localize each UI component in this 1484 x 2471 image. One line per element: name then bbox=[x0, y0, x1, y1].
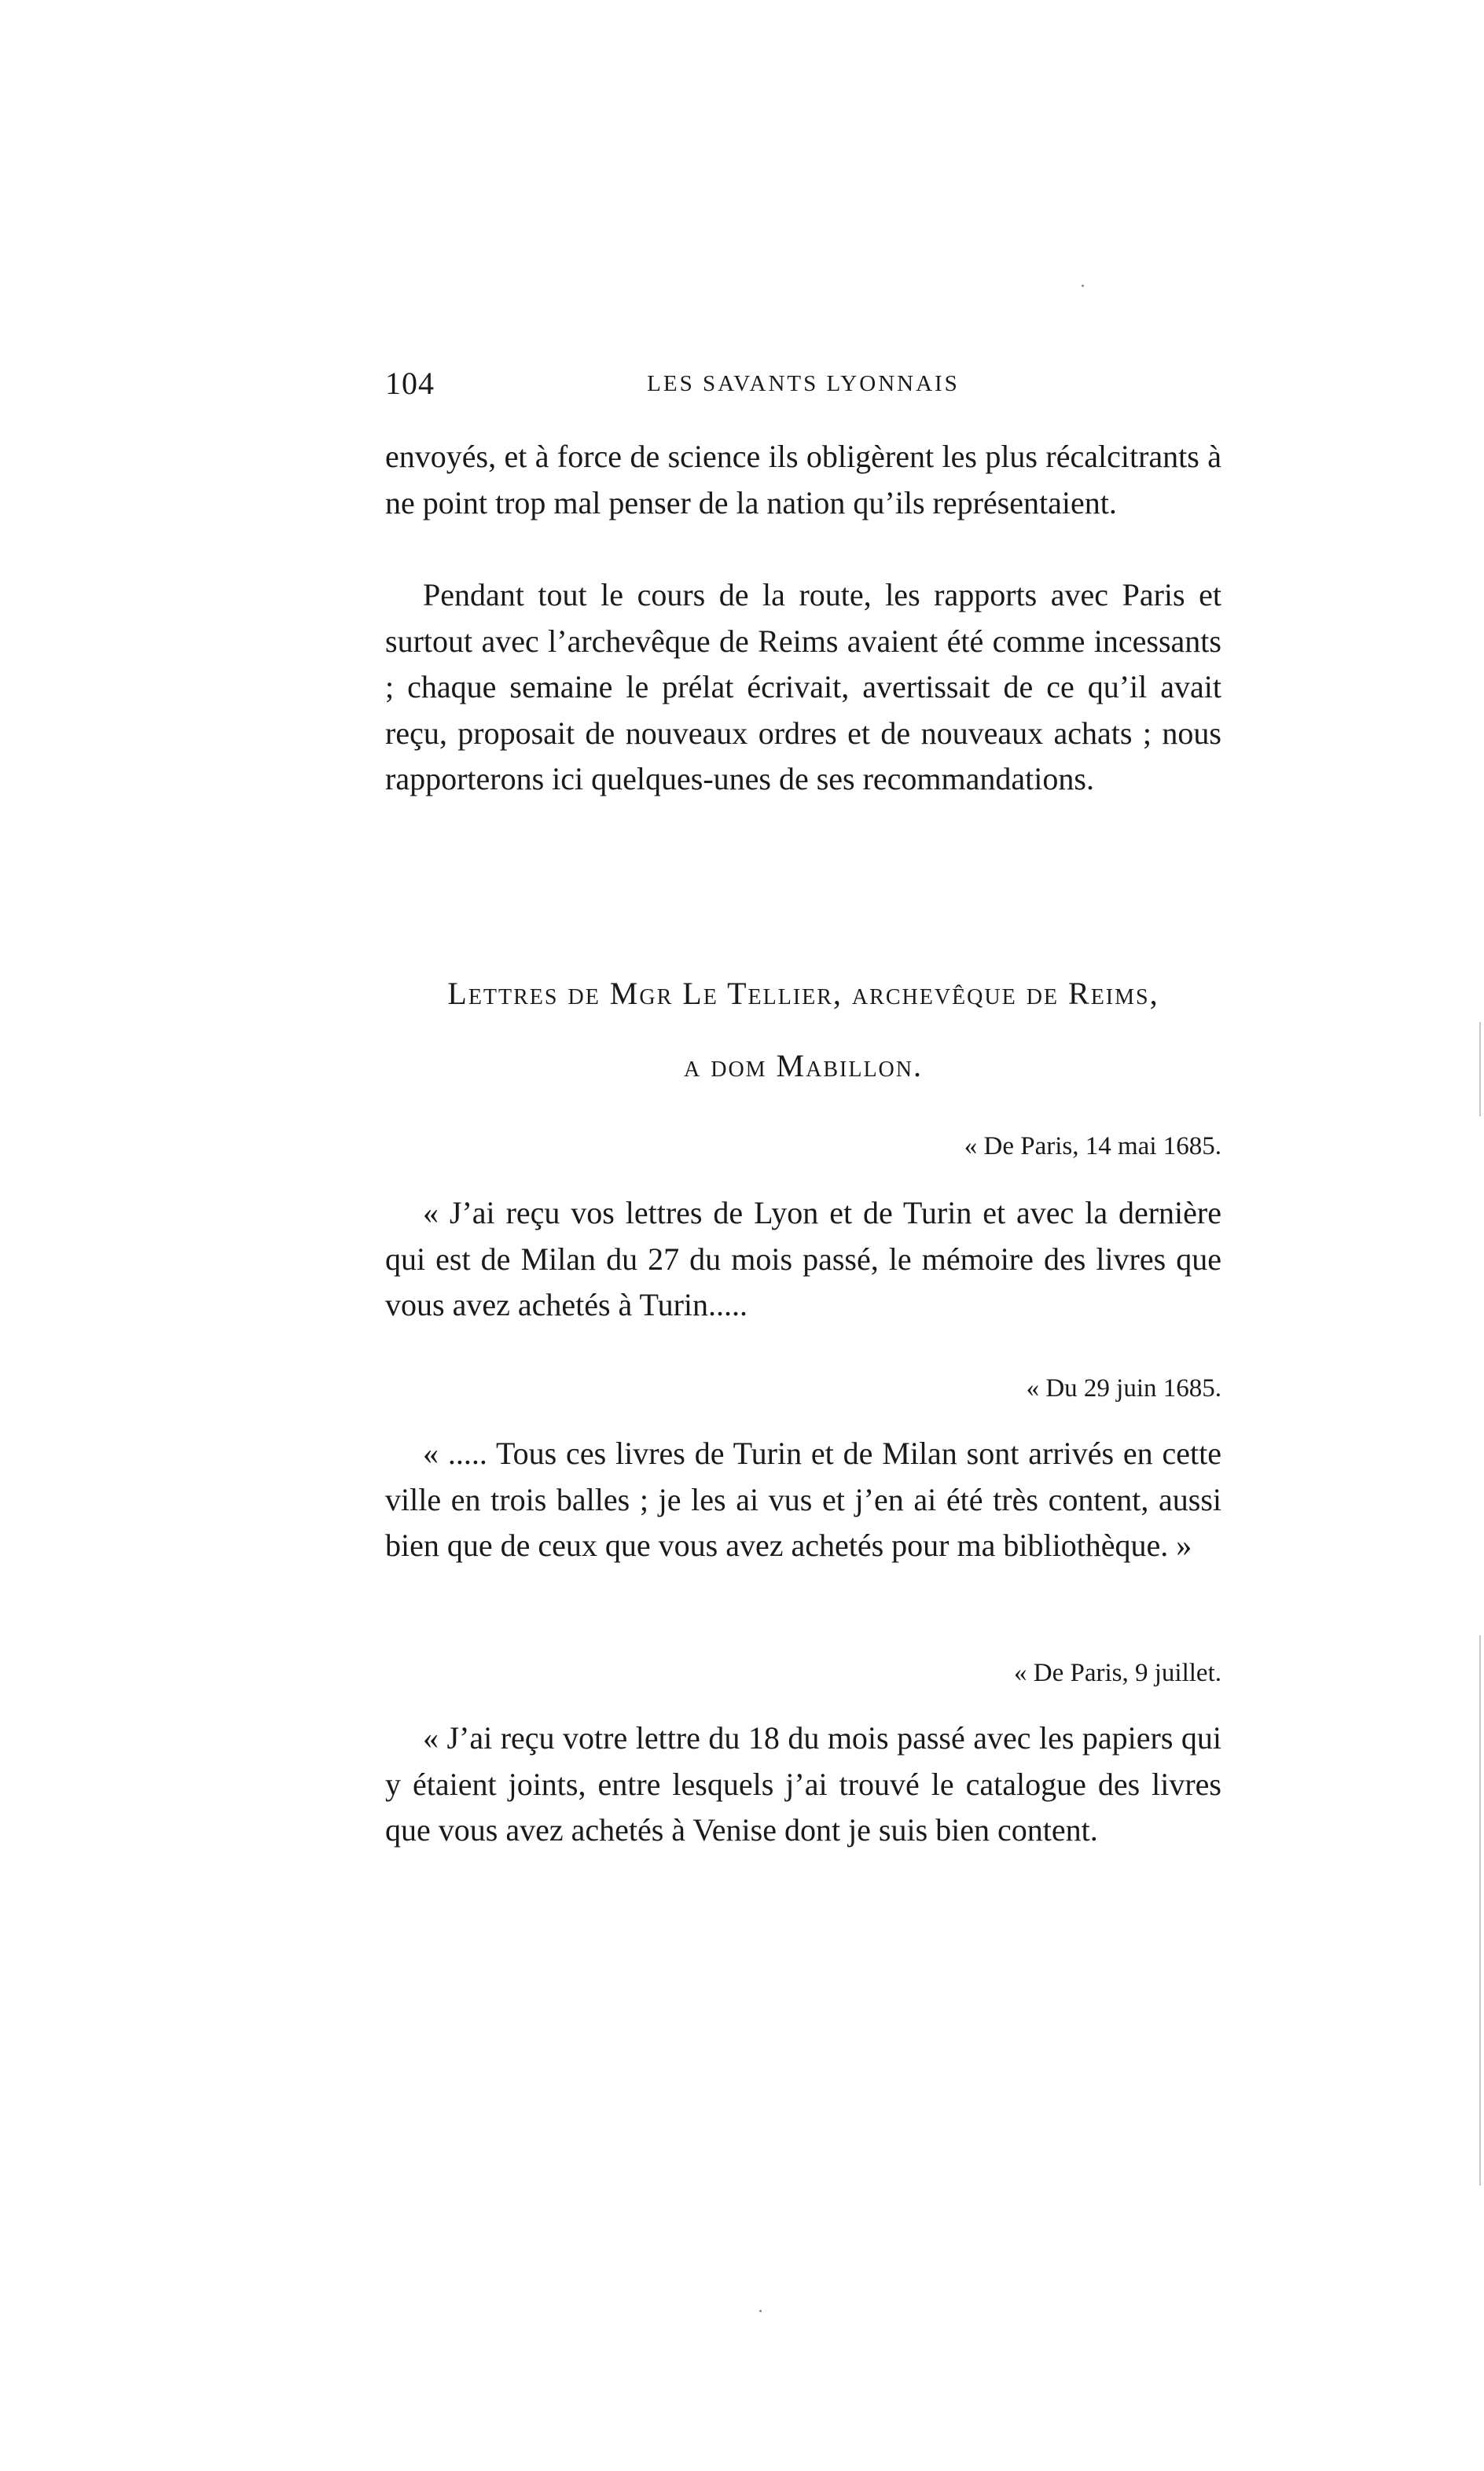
letter-2-text: « ..... Tous ces livres de Turin et de Milan sont arrivés en cette ville en trois balles ; je les ai vus et j’en ai été très content, aussi bien que de ceux que vous avez achetés pour ma bibliothèque. » bbox=[385, 1436, 1221, 1563]
page-number: 104 bbox=[385, 366, 435, 401]
letter-1-dateline: « De Paris, 14 mai 1685. bbox=[964, 1132, 1221, 1160]
scan-edge-line bbox=[1479, 1022, 1481, 1116]
scan-speck bbox=[759, 2310, 762, 2312]
scan-edge-line bbox=[1479, 1635, 1481, 2186]
scan-speck bbox=[1082, 285, 1084, 287]
letter-2-dateline: « Du 29 juin 1685. bbox=[1026, 1374, 1221, 1403]
paragraph-continuation: envoyés, et à force de science ils obligèrent les plus récalcitrants à ne point trop mal penser de la nation qu’ils représentaient. bbox=[385, 439, 1221, 520]
paragraph-route: Pendant tout le cours de la route, les rapports avec Paris et surtout avec l’archevêque de Reims avaient été comme incessants ; chaque semaine le prélat écrivait, avertissait de ce qu’il avait reçu, proposait de nouveaux ordres et de nouveaux achats ; nous rapporterons ici quelques-unes de ses recommandations. bbox=[385, 577, 1221, 796]
letter-3-text: « J’ai reçu votre lettre du 18 du mois passé avec les papiers qui y étaient joints, entre lesquels j’ai trouvé le catalogue des livres que vous avez achetés à Venise dont je suis bien content. bbox=[385, 1720, 1221, 1848]
section-heading-line-2: a dom Mabillon. bbox=[684, 1048, 923, 1083]
running-title: LES SAVANTS LYONNAIS bbox=[647, 371, 960, 396]
letter-1-text: « J’ai reçu vos lettres de Lyon et de Turin et avec la dernière qui est de Milan du 27 du mois passé, le mémoire des livres que vous avez achetés à Turin..... bbox=[385, 1195, 1221, 1322]
letter-3-dateline: « De Paris, 9 juillet. bbox=[1014, 1659, 1221, 1687]
section-heading-line-1: Lettres de Mgr Le Tellier, archevêque de Reims, bbox=[447, 976, 1159, 1011]
running-head bbox=[385, 365, 1221, 412]
